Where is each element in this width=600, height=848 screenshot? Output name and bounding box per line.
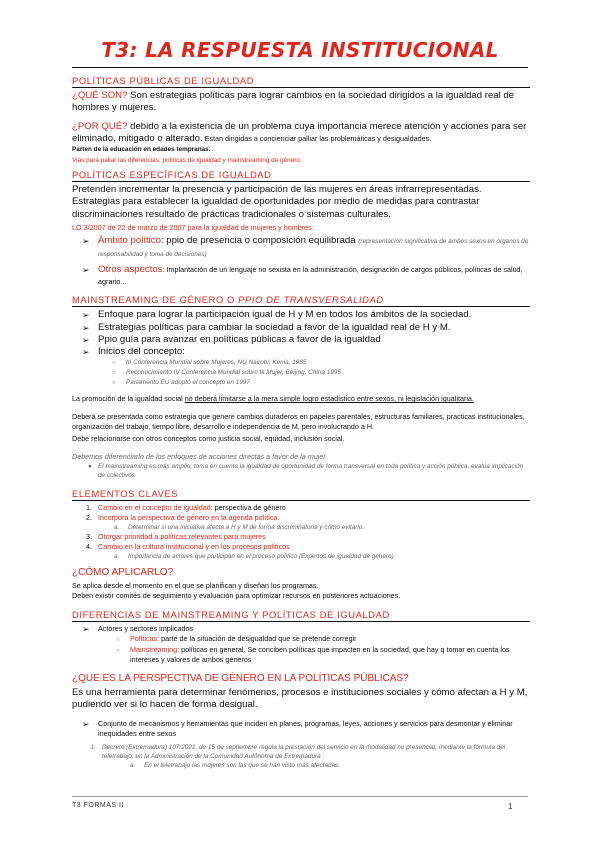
mainstreaming-label: Mainstreaming xyxy=(130,644,178,654)
inicios-sub-1-text: III Conferencia Mundial sobre Mujeres, NU Nairobi, Kenia, 1985 xyxy=(126,359,307,367)
footer-rule xyxy=(72,796,528,797)
estrategia-paragraph: Deberá se presentada como estrategia que genere cambios duraderos en papeles parentales, estructuras familiares, practicas institucionales, organización del trabajo, tiempo libre, desarrollo e independencia de M, pero involucrando a H. xyxy=(72,411,525,431)
teletrabajo-item xyxy=(72,761,530,770)
elemento-2-text: Incorpora la perspectiva de género en la agenda política. xyxy=(98,512,280,522)
arrow-icon: ➢ xyxy=(82,310,90,321)
ambito-label: Ámbito político xyxy=(98,235,161,247)
number-1: 1. xyxy=(86,502,92,512)
elemento-3-text: para mujeres xyxy=(223,531,266,541)
circle-bullet-icon: ○ xyxy=(112,380,116,387)
diferenciar-paragraph: Debemos diferenciarlo de los enfoques de acciones directas a favor de la mujer. xyxy=(72,451,328,461)
circle-bullet-icon: ○ xyxy=(112,360,116,367)
arrow-icon: ➢ xyxy=(82,236,90,247)
conjunto-text: Conjunto de mecanismos y herramientas que inciden en planes, programas, leyes, acciones y servicios para desmontar y eliminar inequidades entre sexos xyxy=(98,719,513,739)
letter-a: a. xyxy=(130,762,136,770)
relacion-paragraph: Debe relacionarse con otros conceptos como justicia social, equidad, inclusión social. xyxy=(72,433,345,443)
mainstreaming-bullet-2 xyxy=(72,322,530,334)
number-4: 4. xyxy=(86,541,92,551)
politicas-text: : parte de la situación de desigualdad que se pretende corregir xyxy=(157,633,357,643)
number-1: 1. xyxy=(90,744,96,752)
circle-bullet-icon: ○ xyxy=(112,370,116,377)
aplicar-paragraph-2: Deben existir comités de seguimiento y evaluación para optimizar recursos en posteriores actuaciones. xyxy=(72,590,401,600)
heading-como-aplicarlo: ¿CÓMO APLICARLO? xyxy=(72,566,174,578)
heading-elementos-claves: ELEMENTOS CLAVES xyxy=(72,488,530,501)
perspectiva-paragraph: Es una herramienta para determinar fenómenos, procesos e instituciones sociales y cómo afectan a H y M, pudiendo ver si lo hacen de forma desigual. xyxy=(72,686,528,710)
bullet-ambito-politico xyxy=(72,235,530,262)
promocion-paragraph xyxy=(72,394,530,404)
que-son-paragraph xyxy=(72,90,530,115)
aplicar-paragraph-1: Se aplica desde el momento en el que se planifican y diseñan los programas. xyxy=(72,580,319,590)
mainstreaming-bullet-1-text: Enfoque para lograr la participación igual de H y M en todos los ámbitos de la sociedad. xyxy=(98,309,472,321)
por-que-text-small: Estan dirigidas a concienciar palliar las problemáticas y desigualdades. xyxy=(202,133,432,143)
mainstreaming-text: : políticas en general. Se conciben políticas que impacten en la sociedad, que hay q tomar en cuenta los intereses y valores de ambos géneros xyxy=(130,644,510,664)
arrow-icon: ➢ xyxy=(82,264,90,275)
bullet-otros-aspectos xyxy=(72,264,530,289)
heading-perspectiva: ¿QUE ES LA PERSPECTIVA DE GÉNERO EN LA POLÍTICAS PÚBLICAS? xyxy=(72,672,409,684)
conjunto-bullet xyxy=(72,719,530,739)
mainstreaming-amplio-item xyxy=(72,462,530,480)
mainstreaming-bullet-3 xyxy=(72,334,530,346)
heading-mainstreaming xyxy=(72,294,530,307)
page-title: T3: LA RESPUESTA INSTITUCIONAL xyxy=(101,38,499,62)
letter-a: a. xyxy=(114,523,120,531)
mainstreaming-bullet-4-text: Inicios del concepto: xyxy=(98,346,185,358)
document-content xyxy=(72,72,530,770)
ley-reference: LO 3/2007 de 22 de marzo de 2007 para la igualdad de mujeres y hombres. xyxy=(72,223,314,233)
number-3: 3. xyxy=(86,531,92,541)
page-number: 1 xyxy=(508,802,513,811)
especificas-paragraph: Pretenden incrementar la presencia y participación de las mujeres en áreas infrarrepresentadas. Estrategias para establecer la igualdad de oportunidades por medio de medidas para contrastar discriminaciones resultado de prácticas tradicionales o sistemas culturales. xyxy=(72,184,482,220)
por-que-text: debido a la existencia de un problema cuya importancia merece atención y acciones para ser eliminado, mitigado o alterado. xyxy=(72,120,527,144)
decreto-text: Decreto (Extremadura) 107/2021, de 15 de septiembre regula la prestación del servicio en la modalidad no presencial, mediante la fórmula del teletrabajo, en la Administración de la Comunidad Autónoma de Extremadura : xyxy=(102,744,506,761)
inicios-sub-2-text: Reconocimiento IV Conferencia Mundial sobre la Mujer, Beijing, China 1995 xyxy=(126,369,341,377)
educacion-note: Parten de la educación en edades tempranas. xyxy=(72,146,211,154)
inicios-sub-2 xyxy=(72,368,530,378)
arrow-icon: ➢ xyxy=(82,334,90,345)
dot-bullet-icon: ● xyxy=(88,462,92,470)
elemento-4a xyxy=(72,552,530,561)
elemento-1-text: : perspectiva de género xyxy=(210,502,286,512)
otros-label: Otros aspectos xyxy=(98,263,163,275)
mainstreaming-sub xyxy=(72,645,530,665)
que-son-label: ¿QUÉ SON? xyxy=(72,90,128,101)
heading-diferencias: DIFERENCIAS DE MAINSTREAMING Y POLÍTICAS DE IGUALDAD xyxy=(72,609,530,622)
arrow-icon: ➢ xyxy=(82,322,90,333)
otros-text: : Implantación de un lenguaje no sexista en la administración, designación de cargos públicos, políticas de salud, agrario... xyxy=(98,264,523,286)
elemento-4a-text: Importancia de actores que participan en el proceso político (Expertos de igualdad de género) xyxy=(128,552,394,560)
elemento-1 xyxy=(72,503,530,513)
actores-text: Actores y sectores implicados xyxy=(98,623,194,633)
heading-mainstreaming-b: PPIO DE TRANSVERSALIDAD xyxy=(238,294,384,306)
arrow-icon: ➢ xyxy=(82,623,90,634)
decreto-item xyxy=(72,743,530,761)
mainstreaming-bullet-3-text: Ppio guía para avanzar en políticas públicas a favor de la igualdad xyxy=(98,333,381,345)
politicas-label: Políticas xyxy=(130,633,158,643)
arrow-icon: ➢ xyxy=(82,347,90,358)
politicas-sub xyxy=(72,634,530,645)
inicios-sub-3 xyxy=(72,378,530,388)
elemento-2 xyxy=(72,513,530,523)
elemento-2a xyxy=(72,523,530,532)
elemento-2a-text: Determinar si una iniciativa afecta a H y M de forma discriminatoria y cómo evitarlo. xyxy=(128,523,365,531)
ambito-note: (representación significativa de ambos sexos en órganos de responsabilidad y toma de decisiones) xyxy=(98,238,529,259)
promocion-text-b: no deberá limitarse a la mera simple logro estadístico entre sexos, ni legislación igualitaria. xyxy=(184,394,474,404)
promocion-text-a: La promoción de la igualdad social xyxy=(72,394,185,404)
por-que-label: ¿POR QUÉ? xyxy=(72,120,128,132)
elemento-3-label: Otorgar prioridad a políticas relevantes xyxy=(98,531,224,541)
mainstreaming-bullet-4 xyxy=(72,346,530,358)
inicios-sub-1 xyxy=(72,358,530,368)
inicios-sub-3-text: Parlamento EU adoptó el concepto en 1997 xyxy=(126,379,250,387)
elemento-4-text: Cambio en la cultura institucional y en los procesos políticos xyxy=(98,541,290,551)
heading-mainstreaming-a: MAINSTREAMING DE GÉNERO O xyxy=(72,294,239,306)
mainstreaming-amplio-text: El mainstreaming es más amplio, toma en cuenta la igualdad de oportunidad de forma transversal en toda política y acción pública, evalúa implicación de colectivos xyxy=(98,462,524,479)
circle-bullet-icon: ○ xyxy=(116,636,120,643)
title-rule xyxy=(72,67,528,68)
actores-bullet xyxy=(72,624,530,634)
circle-bullet-icon: ○ xyxy=(116,647,120,654)
number-2: 2. xyxy=(86,512,92,522)
elemento-4 xyxy=(72,542,530,552)
vias-note: Vias para paliar las diferencias: políticas de igualdad y mainstreaming de género xyxy=(72,157,300,165)
footer-label: T3 FORMAS II xyxy=(72,802,124,809)
que-son-text: Son estrategias políticas para lograr cambios en la sociedad dirigidos a la igualdad real de hombres y mujeres. xyxy=(72,90,515,114)
mainstreaming-bullet-1 xyxy=(72,309,530,321)
heading-politicas-especificas: POLÍTICAS ESPECÍFICAS DE IGUALDAD xyxy=(72,169,530,182)
ambito-text: : ppio de presencia o composición equilibrada xyxy=(160,235,359,247)
heading-politicas-publicas: POLÍTICAS PÚBLICAS DE IGUALDAD xyxy=(72,75,530,88)
arrow-icon: ➢ xyxy=(82,719,90,730)
por-que-paragraph xyxy=(72,121,530,146)
letter-a: a. xyxy=(114,552,120,560)
teletrabajo-text: En el teletrabajo las mujeres son las que se han visto más afectadas. xyxy=(144,762,341,770)
elemento-1-label: Cambio en el concepto de igualdad xyxy=(98,502,211,512)
mainstreaming-bullet-2-text: Estrategias políticas para cambiar la sociedad a favor de la igualdad real de H y M. xyxy=(98,321,451,333)
elemento-3 xyxy=(72,532,530,542)
